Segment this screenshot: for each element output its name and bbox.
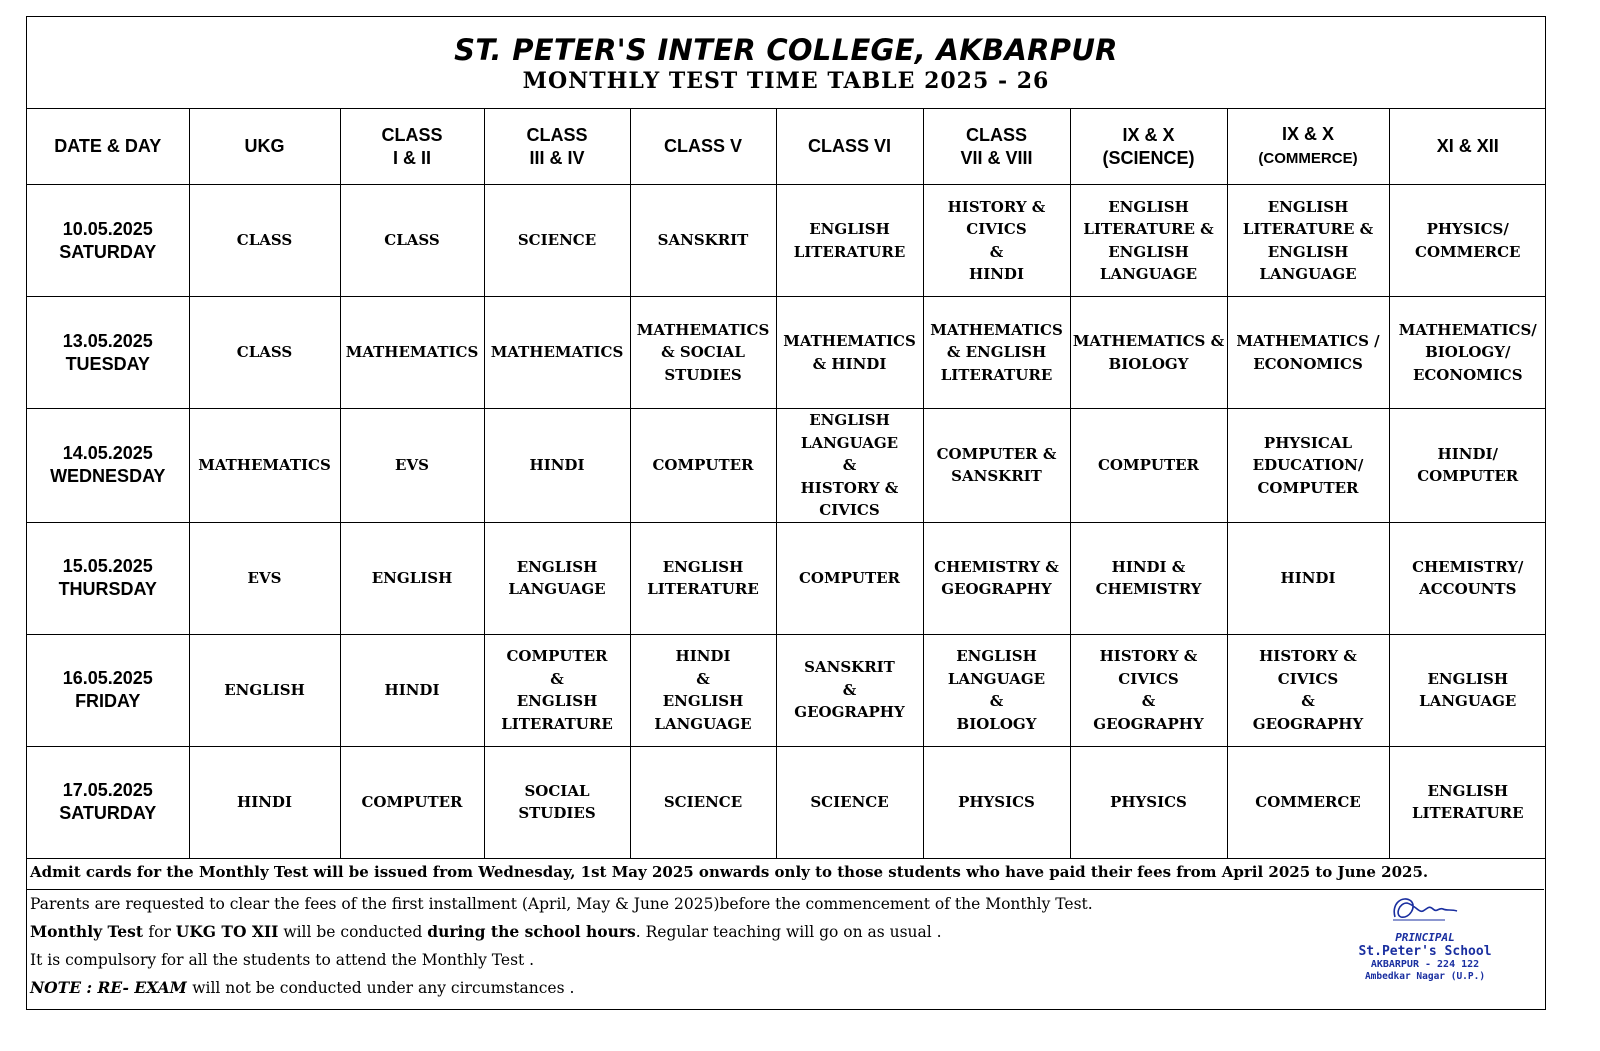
- day-text: SATURDAY: [59, 241, 157, 262]
- column-header: XI & XII: [1389, 109, 1546, 185]
- subject-cell: HISTORY & CIVICS & HINDI: [923, 185, 1070, 297]
- date-day-cell: [27, 522, 189, 634]
- subject-cell: MATHEMATICS & HINDI: [776, 297, 923, 409]
- subject-cell: COMPUTER: [340, 746, 484, 858]
- stamp-place: AKBARPUR - 224 122: [1370, 959, 1480, 970]
- day-text: FRIDAY: [75, 691, 141, 711]
- subject-cell: ENGLISH LANGUAGE & HISTORY & CIVICS: [776, 409, 923, 523]
- subject-cell: PHYSICS/ COMMERCE: [1389, 185, 1546, 297]
- timetable-sheet: [26, 16, 1546, 1010]
- compulsory-note: It is compulsory for all the students to attend the Monthly Test .: [30, 951, 535, 969]
- header: [27, 17, 1545, 109]
- fees-note: Parents are requested to clear the fees of the first installment (April, May & June 2025)before the commencement of the Monthly Test.: [30, 895, 1093, 913]
- subject-cell: MATHEMATICS & ENGLISH LITERATURE: [923, 297, 1070, 409]
- subject-cell: ENGLISH LITERATURE: [1389, 746, 1546, 858]
- subject-cell: ENGLISH LITERATURE & ENGLISH LANGUAGE: [1070, 185, 1227, 297]
- subject-cell: SANSKRIT & GEOGRAPHY: [776, 634, 923, 746]
- column-header: CLASS III & IV: [484, 109, 630, 185]
- subject-cell: PHYSICS: [923, 746, 1070, 858]
- subject-cell: ENGLISH LITERATURE: [630, 522, 776, 634]
- subject-cell: CLASS: [189, 185, 340, 297]
- subject-cell: HINDI: [340, 634, 484, 746]
- stamp-school: St.Peter's School: [1358, 944, 1492, 959]
- subject-cell: SANSKRIT: [630, 185, 776, 297]
- table-row: [27, 634, 1546, 746]
- subject-cell: SCIENCE: [484, 185, 630, 297]
- date-day-cell: [27, 409, 189, 523]
- stamp-title: PRINCIPAL: [1395, 931, 1455, 944]
- table-row: [27, 746, 1546, 858]
- subject-cell: MATHEMATICS: [484, 297, 630, 409]
- subject-cell: SOCIAL STUDIES: [484, 746, 630, 858]
- table-row: [27, 409, 1546, 523]
- date-text: 17.05.2025: [62, 780, 153, 800]
- subject-cell: HINDI/ COMPUTER: [1389, 409, 1546, 523]
- school-hours-note: Monthly Test for UKG TO XII will be conducted during the school hours. Regular teaching will go on as usual .: [30, 922, 942, 941]
- subject-cell: ENGLISH LANGUAGE & BIOLOGY: [923, 634, 1070, 746]
- subject-cell: CLASS: [189, 297, 340, 409]
- column-header: IX & X (COMMERCE): [1227, 109, 1389, 185]
- stamp-district: Ambedkar Nagar (U.P.): [1364, 971, 1486, 982]
- timetable-table: [27, 109, 1546, 859]
- subject-cell: HINDI: [484, 409, 630, 523]
- subject-cell: MATHEMATICS & SOCIAL STUDIES: [630, 297, 776, 409]
- subject-cell: COMPUTER & SANSKRIT: [923, 409, 1070, 523]
- table-header-row: [27, 109, 1546, 185]
- column-header: CLASS VI: [776, 109, 923, 185]
- subject-cell: MATHEMATICS: [189, 409, 340, 523]
- admit-card-note: Admit cards for the Monthly Test will be issued from Wednesday, 1st May 2025 onwards only to those students who have paid their fees from April 2025 to June 2025.: [27, 855, 1544, 890]
- table-row: [27, 522, 1546, 634]
- date-text: 16.05.2025: [62, 668, 153, 688]
- subject-cell: CLASS: [340, 185, 484, 297]
- subject-cell: COMPUTER: [630, 409, 776, 523]
- subject-cell: EVS: [189, 522, 340, 634]
- column-header: IX & X (SCIENCE): [1070, 109, 1227, 185]
- subject-cell: ENGLISH LANGUAGE: [1389, 634, 1546, 746]
- date-day-cell: [27, 297, 189, 409]
- column-header: CLASS V: [630, 109, 776, 185]
- subject-cell: ENGLISH LITERATURE & ENGLISH LANGUAGE: [1227, 185, 1389, 297]
- subject-cell: COMMERCE: [1227, 746, 1389, 858]
- subject-cell: SCIENCE: [776, 746, 923, 858]
- subject-cell: EVS: [340, 409, 484, 523]
- date-day-cell: [27, 634, 189, 746]
- subject-cell: MATHEMATICS / ECONOMICS: [1227, 297, 1389, 409]
- subject-cell: ENGLISH LITERATURE: [776, 185, 923, 297]
- notes-section: [27, 855, 1544, 1002]
- subject-cell: ENGLISH: [340, 522, 484, 634]
- subject-cell: MATHEMATICS/ BIOLOGY/ ECONOMICS: [1389, 297, 1546, 409]
- subject-cell: COMPUTER: [1070, 409, 1227, 523]
- date-text: 10.05.2025: [62, 218, 153, 239]
- subject-cell: HINDI & ENGLISH LANGUAGE: [630, 634, 776, 746]
- timetable-subtitle: MONTHLY TEST TIME TABLE 2025 - 26: [522, 68, 1050, 94]
- day-text: THURSDAY: [58, 579, 157, 599]
- signature-icon: [1385, 889, 1465, 927]
- column-header: DATE & DAY: [27, 109, 189, 185]
- principal-stamp: [1345, 889, 1505, 999]
- table-row: [27, 185, 1546, 297]
- column-header: CLASS VII & VIII: [923, 109, 1070, 185]
- subject-cell: HINDI: [1227, 522, 1389, 634]
- date-text: 14.05.2025: [62, 443, 153, 464]
- subject-cell: COMPUTER & ENGLISH LITERATURE: [484, 634, 630, 746]
- subject-cell: ENGLISH LANGUAGE: [484, 522, 630, 634]
- date-text: 13.05.2025: [62, 330, 153, 351]
- subject-cell: HISTORY & CIVICS & GEOGRAPHY: [1070, 634, 1227, 746]
- subject-cell: PHYSICS: [1070, 746, 1227, 858]
- day-text: WEDNESDAY: [50, 466, 166, 487]
- subject-cell: ENGLISH: [189, 634, 340, 746]
- subject-cell: PHYSICAL EDUCATION/ COMPUTER: [1227, 409, 1389, 523]
- school-title: ST. PETER'S INTER COLLEGE, AKBARPUR: [454, 33, 1118, 67]
- column-header: CLASS I & II: [340, 109, 484, 185]
- re-exam-note: NOTE : RE- EXAM will not be conducted under any circumstances .: [30, 978, 575, 997]
- table-row: [27, 297, 1546, 409]
- subject-cell: COMPUTER: [776, 522, 923, 634]
- subject-cell: HINDI & CHEMISTRY: [1070, 522, 1227, 634]
- subject-cell: SCIENCE: [630, 746, 776, 858]
- day-text: TUESDAY: [65, 353, 150, 374]
- day-text: SATURDAY: [59, 803, 157, 823]
- date-text: 15.05.2025: [62, 556, 153, 576]
- subject-cell: CHEMISTRY/ ACCOUNTS: [1389, 522, 1546, 634]
- subject-cell: CHEMISTRY & GEOGRAPHY: [923, 522, 1070, 634]
- subject-cell: MATHEMATICS & BIOLOGY: [1070, 297, 1227, 409]
- date-day-cell: [27, 185, 189, 297]
- subject-cell: HISTORY & CIVICS & GEOGRAPHY: [1227, 634, 1389, 746]
- subject-cell: HINDI: [189, 746, 340, 858]
- column-header: UKG: [189, 109, 340, 185]
- subject-cell: MATHEMATICS: [340, 297, 484, 409]
- date-day-cell: [27, 746, 189, 858]
